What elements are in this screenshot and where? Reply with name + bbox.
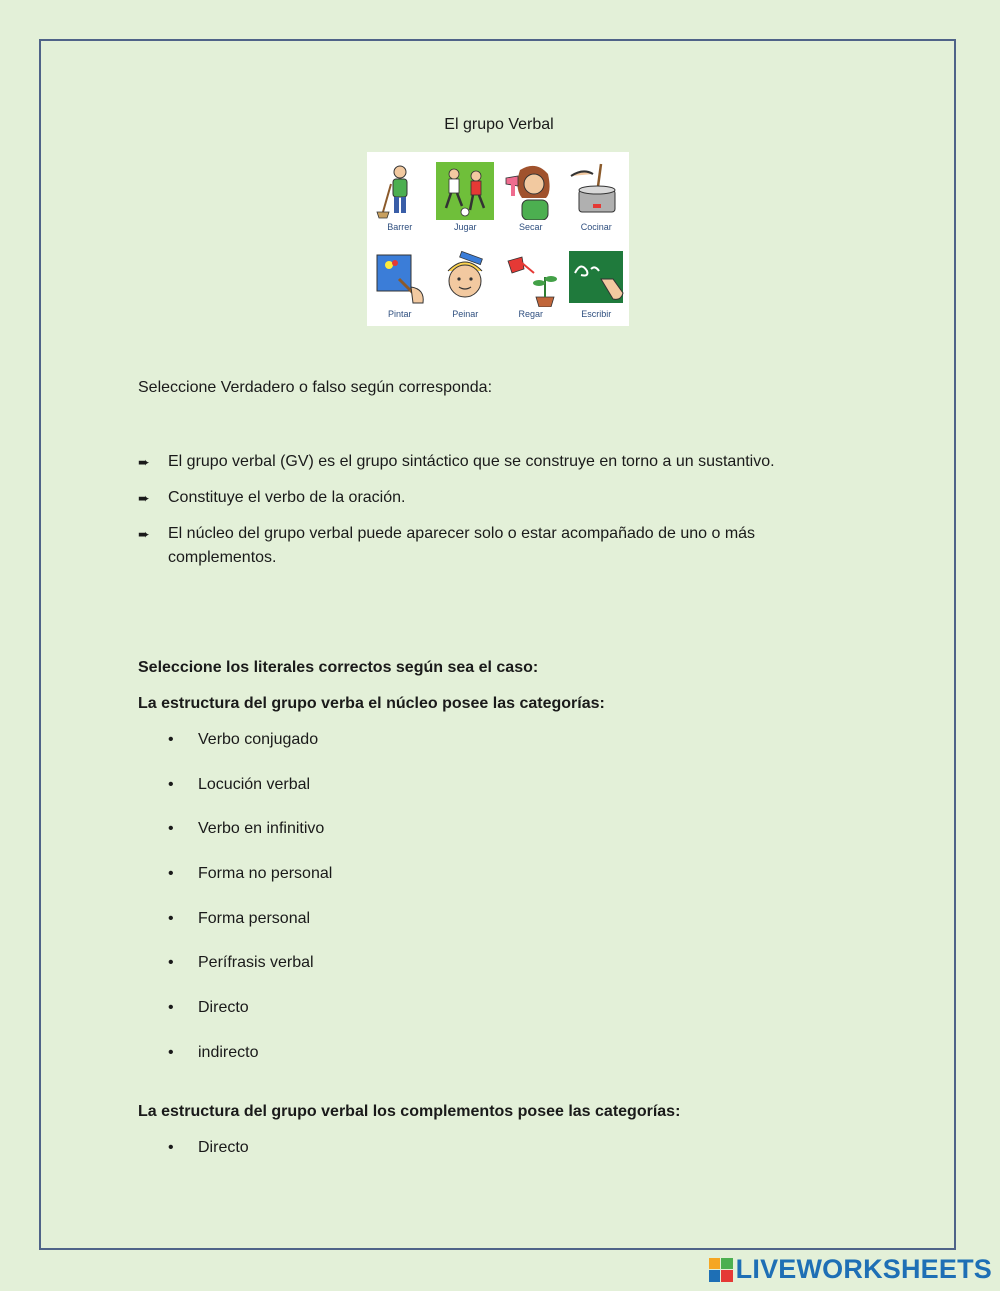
option-item[interactable] [168, 1044, 332, 1089]
picto-label: Escribir [581, 309, 612, 319]
option-label: Directo [198, 999, 249, 1017]
option-item[interactable] [168, 1139, 249, 1184]
picto-regar [498, 239, 564, 326]
picto-pintar [367, 239, 433, 326]
instruction-true-false: Seleccione Verdadero o falso según corresponda: [138, 379, 493, 396]
picto-barrer [367, 152, 433, 239]
statement-item[interactable] [138, 450, 818, 474]
combing-icon [436, 249, 494, 307]
option-item[interactable] [168, 999, 332, 1044]
playing-soccer-icon [436, 162, 494, 220]
bullet-dot-icon: • [168, 775, 174, 793]
picto-secar [498, 152, 564, 239]
picto-jugar [433, 152, 499, 239]
picto-peinar [433, 239, 499, 326]
bullet-dot-icon: • [168, 954, 174, 972]
option-item[interactable] [168, 820, 332, 865]
instruction-select-correct: Seleccione los literales correctos según sea el caso: [138, 659, 539, 676]
option-item[interactable] [168, 954, 332, 999]
option-label: Locución verbal [198, 775, 311, 793]
picto-label: Secar [518, 222, 543, 232]
option-label: Forma personal [198, 909, 311, 927]
true-false-statements [138, 450, 818, 582]
bullet-dot-icon: • [168, 820, 174, 838]
picto-label: Peinar [452, 309, 479, 319]
brand-name: LIVEWORKSHEETS [735, 1254, 992, 1284]
bullet-dot-icon: • [168, 909, 174, 927]
verb-pictograms [367, 152, 629, 326]
picto-escribir [564, 239, 630, 326]
arrow-bullet-icon: ➨ [138, 490, 150, 506]
picto-label: Cocinar [580, 222, 612, 232]
question-nucleo: La estructura del grupo verba el núcleo posee las categorías: [138, 695, 605, 712]
option-label: Directo [198, 1139, 249, 1156]
statement-text: Constituye el verbo de la oración. [168, 489, 406, 506]
cooking-pot-icon [567, 162, 625, 220]
picto-label: Jugar [453, 222, 477, 232]
statement-item[interactable] [138, 522, 818, 570]
question-complementos: La estructura del grupo verbal los complementos posee las categorías: [138, 1103, 681, 1120]
option-label: Forma no personal [198, 865, 333, 883]
statement-item[interactable] [138, 486, 818, 510]
sweeping-icon [371, 162, 429, 220]
option-label: Perífrasis verbal [198, 954, 314, 972]
option-label: indirecto [198, 1043, 259, 1061]
option-label: Verbo en infinitivo [198, 820, 325, 838]
bullet-dot-icon: • [168, 731, 174, 748]
liveworksheets-logo-icon [709, 1258, 733, 1282]
painting-icon [371, 249, 429, 307]
picto-label: Regar [518, 309, 543, 319]
bullet-dot-icon: • [168, 1139, 174, 1156]
statement-text: El núcleo del grupo verbal puede aparecer solo o estar acompañado de uno o más complementos. [168, 525, 756, 566]
option-item[interactable] [168, 731, 332, 776]
watering-can-icon [502, 249, 560, 307]
picto-cocinar [564, 152, 630, 239]
writing-board-icon [567, 249, 625, 307]
option-item[interactable] [168, 865, 332, 910]
picto-label: Pintar [387, 309, 412, 319]
page-title: El grupo Verbal [444, 116, 554, 133]
statement-text: El grupo verbal (GV) es el grupo sintáctico que se construye en torno a un sustantivo. [168, 453, 775, 470]
nucleo-options [168, 731, 332, 1089]
bullet-dot-icon: • [168, 1043, 174, 1061]
bullet-dot-icon: • [168, 999, 174, 1017]
option-item[interactable] [168, 776, 332, 821]
bullet-dot-icon: • [168, 865, 174, 883]
option-item[interactable] [168, 910, 332, 955]
complementos-options [168, 1139, 249, 1184]
picto-label: Barrer [387, 222, 413, 232]
arrow-bullet-icon: ➨ [138, 526, 150, 542]
hair-dryer-icon [502, 162, 560, 220]
arrow-bullet-icon: ➨ [138, 454, 150, 470]
footer-brand [709, 1254, 992, 1285]
option-label: Verbo conjugado [198, 731, 319, 748]
